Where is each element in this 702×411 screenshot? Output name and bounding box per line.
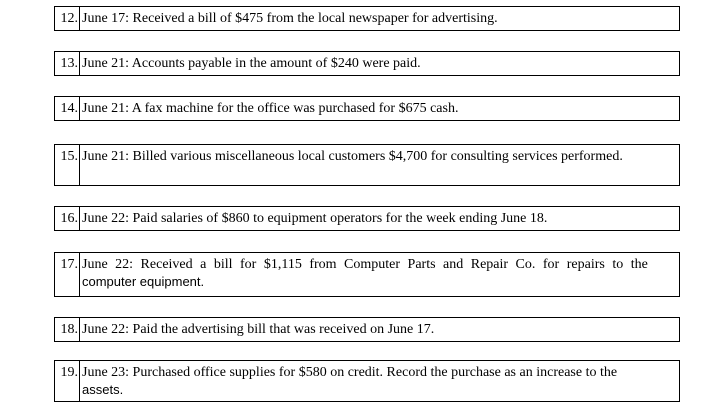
- transaction-row-13: [54, 51, 680, 76]
- transaction-number: 14.: [55, 97, 80, 120]
- transaction-number: 17.: [55, 253, 80, 296]
- transaction-row-12: [54, 6, 680, 31]
- transaction-text-line2: assets.: [82, 382, 124, 397]
- transaction-text-line1: June 22: Received a bill for $1,115 from Computer Parts and Repair Co. for repairs to the: [82, 257, 648, 272]
- transaction-row-15: [54, 144, 680, 186]
- transaction-number: 16.: [55, 207, 80, 230]
- transaction-number: 19.: [55, 361, 80, 401]
- transaction-text-line1: June 23: Purchased office supplies for $580 on credit. Record the purchase as an increase to the: [82, 365, 618, 380]
- transaction-text: June 22: Paid salaries of $860 to equipment operators for the week ending June 18.: [82, 211, 548, 226]
- transaction-row-17: [54, 252, 680, 297]
- transaction-text: June 21: A fax machine for the office was purchased for $675 cash.: [82, 101, 459, 116]
- transaction-text: [80, 253, 679, 296]
- transaction-row-14: [54, 96, 680, 121]
- transaction-number: 12.: [55, 7, 80, 30]
- transaction-number: 18.: [55, 318, 80, 341]
- transaction-text: [80, 361, 679, 401]
- transaction-number: 13.: [55, 52, 80, 75]
- transaction-text: June 21: Accounts payable in the amount of $240 were paid.: [82, 56, 421, 71]
- transaction-row-16: [54, 206, 680, 231]
- transaction-number: 15.: [55, 145, 80, 185]
- transaction-row-18: [54, 317, 680, 342]
- transaction-text: June 17: Received a bill of $475 from the local newspaper for advertising.: [82, 11, 498, 26]
- transaction-text-line2: computer equipment.: [82, 274, 205, 289]
- transaction-text: June 22: Paid the advertising bill that was received on June 17.: [82, 322, 435, 337]
- transaction-row-19: [54, 360, 680, 402]
- transaction-text: June 21: Billed various miscellaneous local customers $4,700 for consulting services performed.: [82, 149, 623, 164]
